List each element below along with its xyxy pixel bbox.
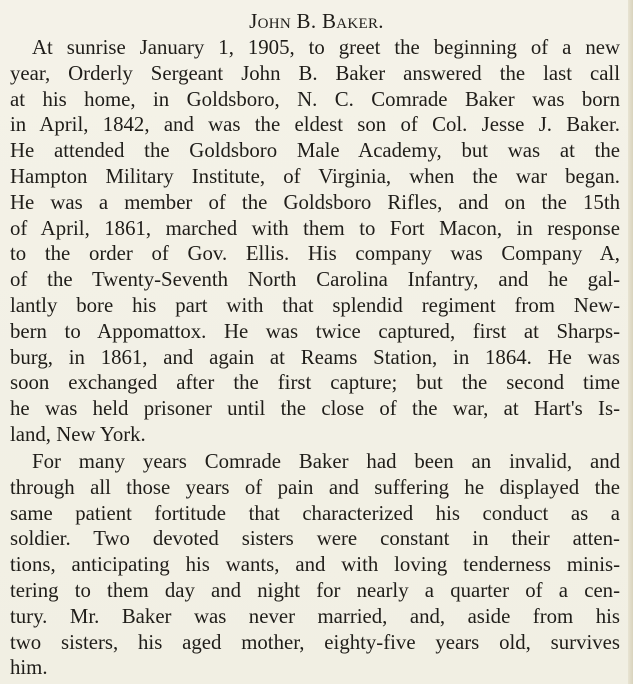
- text-line: He attended the Goldsboro Male Academy, but was at the: [10, 139, 620, 163]
- text-line: two sisters, his aged mother, eighty-five years old, survives: [10, 630, 620, 654]
- text-line: same patient fortitude that characterized his conduct as a: [10, 501, 620, 525]
- text-line: tering to them day and night for nearly a quarter of a cen-: [10, 578, 620, 602]
- text-line: year, Orderly Sergeant John B. Baker answered the last call: [10, 61, 620, 85]
- text-line: He was a member of the Goldsboro Rifles, and on the 15th: [10, 190, 620, 214]
- text-line: lantly bore his part with that splendid regiment from New-: [10, 293, 620, 317]
- text-line: soon exchanged after the first capture; but the second time: [10, 371, 620, 395]
- text-line: him.: [10, 656, 48, 680]
- paragraph-2: [10, 449, 620, 681]
- text-line: he was held prisoner until the close of the war, at Hart's Is-: [10, 397, 620, 421]
- text-line: at his home, in Goldsboro, N. C. Comrade Baker was born: [10, 87, 620, 111]
- text-line: bern to Appomattox. He was twice captured, first at Sharps-: [10, 319, 620, 343]
- text-line: of the Twenty-Seventh North Carolina Infantry, and he gal-: [10, 268, 620, 292]
- text-line: Hampton Military Institute, of Virginia, when the war began.: [10, 164, 620, 188]
- page-edge-shadow: [628, 0, 633, 684]
- text-line: For many years Comrade Baker had been an invalid, and: [32, 450, 620, 473]
- text-line: tions, anticipating his wants, and with loving tenderness minis-: [10, 553, 620, 577]
- text-line: burg, in 1861, and again at Reams Station, in 1864. He was: [10, 345, 620, 369]
- text-line: in April, 1842, and was the eldest son of Col. Jesse J. Baker.: [10, 113, 620, 137]
- text-line: land, New York.: [10, 422, 146, 446]
- text-line: to the order of Gov. Ellis. His company was Company A,: [10, 242, 620, 266]
- text-line: through all those years of pain and suffering he displayed the: [10, 475, 620, 499]
- page-title: John B. Baker.: [249, 9, 384, 33]
- paragraph-1: [10, 35, 620, 448]
- text-line: At sunrise January 1, 1905, to greet the beginning of a new: [32, 36, 620, 59]
- text-line: of April, 1861, marched with them to Fort Macon, in response: [10, 216, 620, 240]
- text-line: tury. Mr. Baker was never married, and, aside from his: [10, 604, 620, 628]
- text-line: soldier. Two devoted sisters were constant in their atten-: [10, 527, 620, 551]
